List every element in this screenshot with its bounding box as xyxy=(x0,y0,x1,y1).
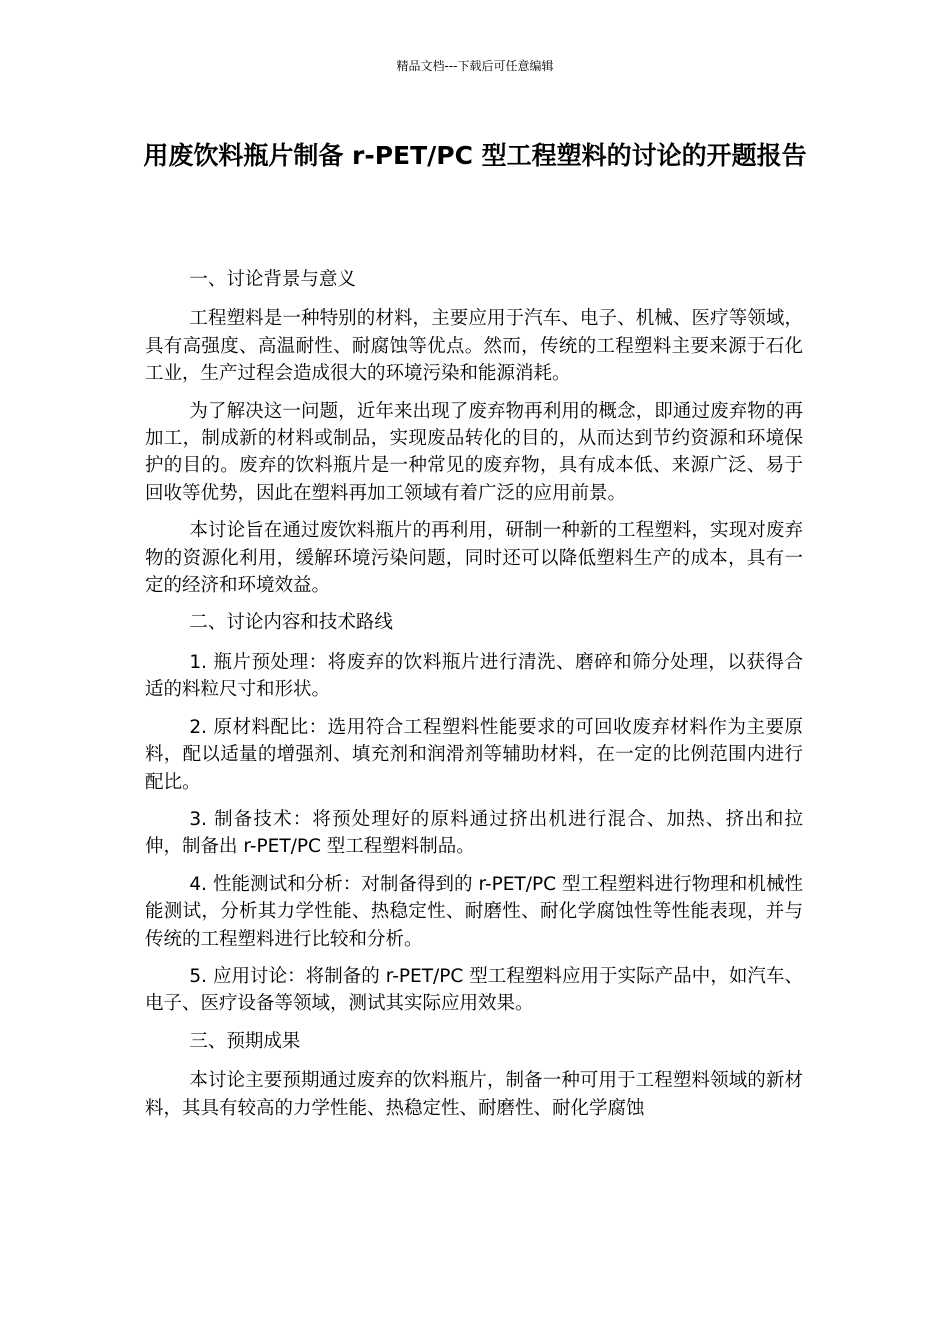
paragraph-expected-results: 本讨论主要预期通过废弃的饮料瓶片，制备一种可用于工程塑料领域的新材料，其具有较高的力学性能、热稳定性、耐磨性、耐化学腐蚀 xyxy=(145,1070,803,1119)
paragraph-research-aim: 本讨论旨在通过废饮料瓶片的再利用，研制一种新的工程塑料，实现对废弃物的资源化利用，缓解环境污染问题，同时还可以降低塑料生产的成本，具有一定的经济和环境效益。 xyxy=(145,520,803,597)
list-item-performance-testing: 4. 性能测试和分析：对制备得到的 r-PET/PC 型工程塑料进行物理和机械性能测试，分析其力学性能、热稳定性、耐磨性、耐化学腐蚀性等性能表现，并与传统的工程塑料进行比较和分析。 xyxy=(145,873,803,950)
document-title: 用废饮料瓶片制备 r-PET/PC 型工程塑料的讨论的开题报告 xyxy=(143,141,807,170)
paragraph-engineering-plastics: 工程塑料是一种特别的材料，主要应用于汽车、电子、机械、医疗等领域，具有高强度、高温耐性、耐腐蚀等优点。然而，传统的工程塑料主要来源于石化工业，生产过程会造成很大的环境污染和能源消耗。 xyxy=(145,308,803,385)
section-heading-expected-results: 三、预期成果 xyxy=(189,1030,301,1052)
document-body xyxy=(145,266,803,1132)
header-note: 精品文档---下载后可任意编辑 xyxy=(396,59,554,73)
list-item-preparation-technique: 3. 制备技术：将预处理好的原料通过挤出机进行混合、加热、挤出和拉伸，制备出 r-PET/PC 型工程塑料制品。 xyxy=(145,808,803,858)
section-heading-background: 一、讨论背景与意义 xyxy=(189,269,356,290)
list-item-application: 5. 应用讨论：将制备的 r-PET/PC 型工程塑料应用于实际产品中，如汽车、电子、医疗设备等领域，测试其实际应用效果。 xyxy=(145,965,803,1015)
list-item-pretreatment: 1. 瓶片预处理：将废弃的饮料瓶片进行清洗、磨碎和筛分处理，以获得合适的料粒尺寸和形状。 xyxy=(145,651,803,701)
list-item-raw-material-ratio: 2. 原材料配比：选用符合工程塑料性能要求的可回收废弃材料作为主要原料，配以适量的增强剂、填充剂和润滑剂等辅助材料，在一定的比例范围内进行配比。 xyxy=(145,716,803,793)
section-heading-content-route: 二、讨论内容和技术路线 xyxy=(189,612,393,634)
paragraph-waste-reuse: 为了解决这一问题，近年来出现了废弃物再利用的概念，即通过废弃物的再加工，制成新的材料或制品，实现废品转化的目的，从而达到节约资源和环境保护的目的。废弃的饮料瓶片是一种常见的废弃物，具有成本低、来源广泛、易于回收等优势，因此在塑料再加工领域有着广泛的应用前景。 xyxy=(145,400,803,504)
